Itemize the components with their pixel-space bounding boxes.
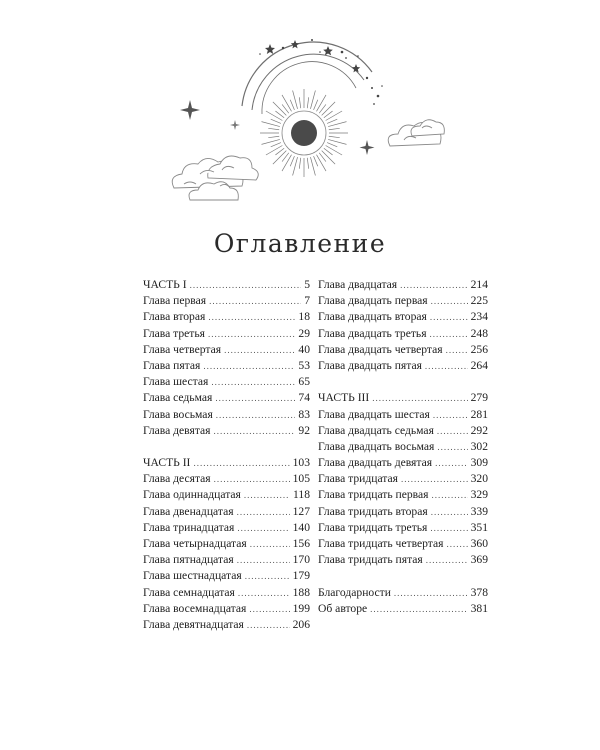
sun-clouds-stars-icon: [160, 28, 460, 208]
dot-leader: [245, 568, 290, 584]
dot-leader: [430, 520, 467, 536]
toc-entry-title: Глава десятая: [143, 472, 211, 486]
toc-entry[interactable]: [143, 568, 310, 584]
dot-leader: [244, 487, 290, 503]
toc-entry-title: Глава двенадцатая: [143, 504, 234, 518]
toc-entry-page-number: 156: [292, 537, 310, 550]
toc-entry-page-number: 74: [298, 391, 310, 405]
toc-entry-title: Глава первая: [143, 294, 207, 308]
toc-entry-page-number: 92: [298, 423, 310, 437]
toc-entry-title: Глава двадцать пятая: [318, 358, 422, 372]
dot-leader: [437, 439, 467, 455]
toc-entry[interactable]: [143, 601, 310, 617]
toc-entry[interactable]: [143, 358, 310, 374]
dot-leader: [446, 536, 467, 552]
page-title: Оглавление: [213, 229, 387, 258]
toc-entry[interactable]: [318, 520, 488, 536]
toc-entry-title: Глава вторая: [143, 310, 206, 324]
toc-entry-title: Глава двадцать девятая: [318, 456, 433, 470]
toc-entry[interactable]: [143, 455, 310, 471]
toc-entry[interactable]: [143, 277, 310, 293]
toc-part-three: [318, 390, 488, 568]
toc-entry[interactable]: [318, 423, 488, 439]
toc-part-two: [143, 455, 310, 633]
toc-entry[interactable]: [143, 585, 310, 601]
dot-leader: [432, 487, 468, 503]
toc-entry-page-number: 53: [298, 358, 310, 372]
toc-entry-page-number: 127: [292, 504, 310, 518]
toc-entry-page-number: 65: [298, 375, 310, 389]
dot-leader: [238, 585, 290, 601]
toc-entry-page-number: 292: [470, 423, 488, 437]
toc-entry[interactable]: [143, 390, 310, 406]
toc-entry[interactable]: [143, 617, 310, 633]
toc-entry-page-number: 248: [470, 326, 488, 340]
toc-entry-page-number: 381: [470, 601, 488, 615]
dot-leader: [193, 455, 289, 471]
dot-leader: [433, 407, 468, 423]
toc-entry-page-number: 83: [298, 407, 310, 421]
dot-leader: [211, 374, 295, 390]
toc-entry-page-number: 256: [470, 342, 488, 356]
toc-entry-title: Глава двадцать четвертая: [318, 342, 443, 356]
toc-entry[interactable]: [318, 455, 488, 471]
toc-entry-page-number: 199: [292, 601, 310, 615]
toc-entry-page-number: 302: [470, 439, 488, 453]
toc-entry[interactable]: [318, 390, 488, 406]
toc-entry-page-number: 105: [292, 472, 310, 486]
toc-entry-page-number: 329: [470, 488, 488, 502]
toc-entry-page-number: 339: [470, 504, 488, 518]
toc-entry-page-number: 5: [304, 278, 310, 291]
toc-entry-title: Глава двадцать первая: [318, 294, 428, 308]
dot-leader: [426, 552, 468, 568]
toc-entry-title: Глава восьмая: [143, 407, 213, 421]
dot-leader: [249, 601, 289, 617]
toc-entry-title: Глава тринадцатая: [143, 520, 235, 534]
toc-entry[interactable]: [143, 309, 310, 325]
dot-leader: [446, 342, 468, 358]
toc-entry[interactable]: [143, 487, 310, 503]
toc-entry[interactable]: [143, 504, 310, 520]
toc-entry-title: Глава шестая: [143, 375, 209, 389]
toc-entry-title: Глава тридцать четвертая: [318, 537, 444, 550]
dot-leader: [430, 309, 468, 325]
toc-entry[interactable]: [318, 487, 488, 503]
toc-entry-title: Глава тридцать первая: [318, 488, 429, 502]
toc-entry-page-number: 40: [298, 342, 310, 356]
toc-entry-page-number: 279: [470, 391, 488, 405]
toc-entry[interactable]: [318, 407, 488, 423]
toc-entry-title: Глава двадцатая: [318, 278, 398, 291]
toc-entry-page-number: 140: [292, 520, 310, 534]
dot-leader: [208, 309, 295, 325]
dot-leader: [431, 293, 468, 309]
toc-entry-title: Глава пятая: [143, 358, 201, 372]
dot-leader: [209, 293, 301, 309]
toc-entry-title: ЧАСТЬ III: [318, 391, 370, 405]
toc-entry-page-number: 188: [292, 585, 310, 599]
toc-entry[interactable]: [143, 326, 310, 342]
toc-entry-title: Об авторе: [318, 601, 368, 615]
toc-entry[interactable]: [143, 471, 310, 487]
toc-entry-title: Глава седьмая: [143, 391, 213, 405]
dot-leader: [431, 504, 468, 520]
toc-entry[interactable]: [318, 601, 488, 617]
toc-entry[interactable]: [143, 520, 310, 536]
toc-entry[interactable]: [318, 471, 488, 487]
dot-leader: [401, 471, 468, 487]
toc-entry[interactable]: [318, 309, 488, 325]
toc-entry-title: Глава восемнадцатая: [143, 601, 247, 615]
toc-entry[interactable]: [318, 439, 488, 455]
toc-left-column: [143, 277, 310, 633]
toc-entry[interactable]: [318, 277, 488, 293]
toc-entry-title: Глава шестнадцатая: [143, 569, 242, 583]
toc-entry-page-number: 369: [470, 553, 488, 567]
toc-entry-page-number: 18: [298, 310, 310, 324]
toc-entry-page-number: 351: [470, 520, 488, 534]
toc-entry-page-number: 7: [304, 294, 310, 308]
toc-entry-title: ЧАСТЬ I: [143, 278, 187, 291]
dot-leader: [400, 277, 467, 293]
toc-entry-page-number: 281: [470, 407, 488, 421]
toc-entry-title: Глава тридцатая: [318, 472, 398, 486]
dot-leader: [224, 342, 295, 358]
toc-entry[interactable]: [143, 293, 310, 309]
toc-part-one: [143, 277, 310, 439]
dot-leader: [190, 277, 302, 293]
toc-entry-page-number: 360: [470, 537, 488, 550]
toc-entry[interactable]: [318, 552, 488, 568]
dot-leader: [435, 455, 468, 471]
toc-entry-page-number: 264: [470, 358, 488, 372]
toc-entry-page-number: 378: [470, 585, 488, 599]
toc-entry-page-number: 214: [470, 278, 488, 291]
section-gap: [143, 439, 310, 455]
toc-entry[interactable]: [318, 585, 488, 601]
toc-entry[interactable]: [318, 536, 488, 552]
toc-entry[interactable]: [318, 358, 488, 374]
toc-entry-page-number: 118: [293, 488, 310, 502]
toc-entry-title: Глава двадцать шестая: [318, 407, 430, 421]
dot-leader: [203, 358, 295, 374]
dot-leader: [370, 601, 467, 617]
toc-entry[interactable]: [143, 552, 310, 568]
toc-entry[interactable]: [318, 504, 488, 520]
toc-entry[interactable]: [318, 342, 488, 358]
toc-entry[interactable]: [143, 423, 310, 439]
toc-entry-title: Глава двадцать восьмая: [318, 439, 435, 453]
dot-leader: [215, 390, 295, 406]
toc-entry-title: Глава тридцать третья: [318, 520, 428, 534]
dot-leader: [214, 471, 290, 487]
dot-leader: [237, 552, 290, 568]
section-gap: [318, 568, 488, 584]
toc-back-matter: [318, 585, 488, 617]
toc-entry-title: Глава двадцать вторая: [318, 310, 427, 324]
toc-entry[interactable]: [143, 407, 310, 423]
toc-entry-title: Глава одиннадцатая: [143, 488, 241, 502]
section-gap: [318, 374, 488, 390]
dot-leader: [250, 536, 290, 552]
toc-entry-title: Глава третья: [143, 326, 205, 340]
toc-entry-title: Глава девятая: [143, 423, 211, 437]
toc-entry-page-number: 103: [292, 456, 310, 470]
toc-entry-page-number: 170: [292, 553, 310, 567]
toc-entry-page-number: 29: [298, 326, 310, 340]
toc-entry-page-number: 234: [470, 310, 488, 324]
toc-entry-title: Глава семнадцатая: [143, 585, 235, 599]
toc-entry-title: Глава тридцать вторая: [318, 504, 428, 518]
toc-entry[interactable]: [143, 374, 310, 390]
toc-entry-page-number: 206: [292, 617, 310, 631]
toc-entry-page-number: 320: [470, 472, 488, 486]
toc-entry-title: Глава двадцать седьмая: [318, 423, 434, 437]
toc-entry-page-number: 309: [470, 456, 488, 470]
dot-leader: [437, 423, 468, 439]
dot-leader: [214, 423, 296, 439]
dot-leader: [237, 520, 289, 536]
toc-entry[interactable]: [143, 536, 310, 552]
toc-entry-title: Глава двадцать третья: [318, 326, 427, 340]
toc-entry-title: Глава четвертая: [143, 342, 222, 356]
toc-entry-title: Глава тридцать пятая: [318, 553, 423, 567]
toc-entry-title: Глава четырнадцатая: [143, 537, 247, 550]
dot-leader: [208, 326, 295, 342]
toc-entry[interactable]: [318, 326, 488, 342]
toc-entry-page-number: 225: [470, 294, 488, 308]
toc-part-two-continued: [318, 277, 488, 374]
dot-leader: [216, 407, 296, 423]
dot-leader: [394, 585, 468, 601]
dot-leader: [430, 326, 468, 342]
toc-entry-title: Глава девятнадцатая: [143, 617, 244, 631]
toc-entry[interactable]: [143, 342, 310, 358]
toc-right-column: [318, 277, 488, 617]
toc-entry-page-number: 179: [292, 569, 310, 583]
dot-leader: [237, 504, 290, 520]
dot-leader: [247, 617, 290, 633]
toc-entry-title: Глава пятнадцатая: [143, 553, 234, 567]
dot-leader: [425, 358, 468, 374]
toc-entry[interactable]: [318, 293, 488, 309]
dot-leader: [372, 390, 467, 406]
toc-entry-title: ЧАСТЬ II: [143, 456, 191, 470]
toc-entry-title: Благодарности: [318, 585, 391, 599]
